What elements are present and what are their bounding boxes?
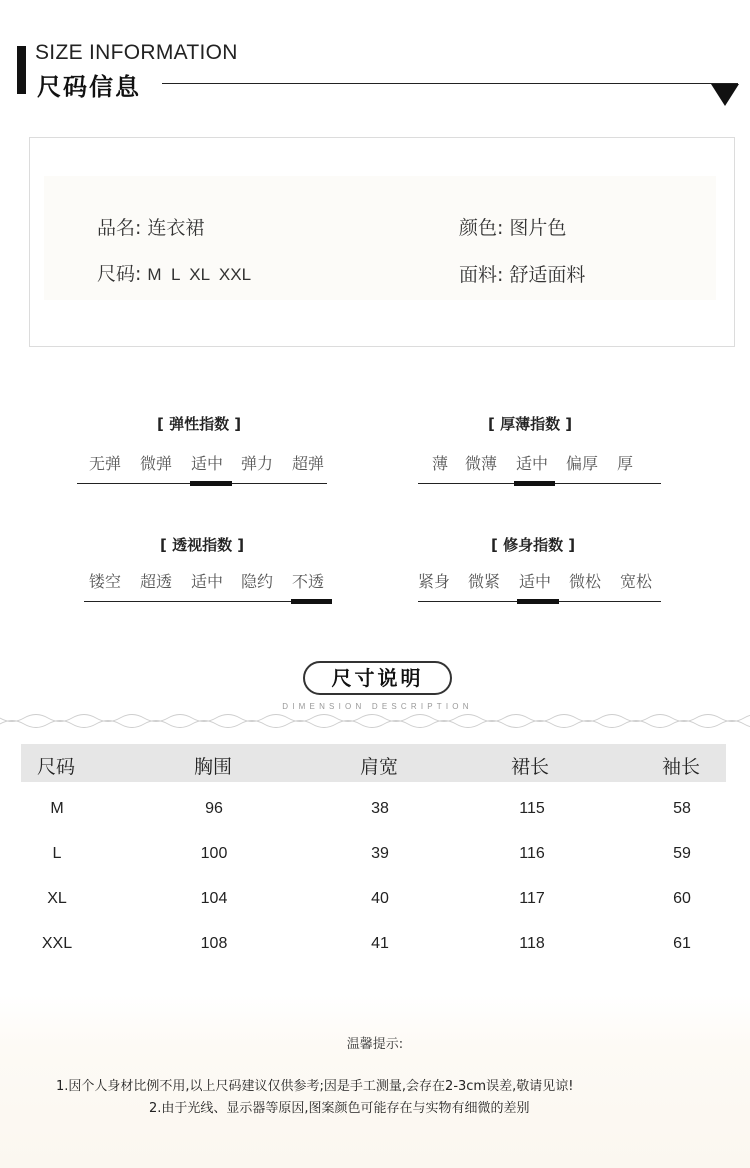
product-fabric-value: 舒适面料	[509, 264, 586, 286]
elasticity-index-title: [ 弹性指数 ]	[157, 415, 242, 433]
header-divider	[162, 83, 738, 84]
decorative-wave-divider	[0, 714, 750, 728]
dimension-subtitle: DIMENSION DESCRIPTION	[282, 702, 473, 711]
product-name-label: 品名:	[97, 217, 142, 239]
fit-option: 微紧	[468, 572, 501, 591]
transparency-option-selected: 不透	[292, 572, 325, 591]
table-cell: 104	[200, 890, 228, 907]
product-size-value: M L XL XXL	[147, 265, 252, 284]
transparency-option: 镂空	[89, 572, 122, 591]
note-line-1: 1.因个人身材比例不用,以上尺码建议仅供参考;因是手工测量,会存在2-3cm误差,敬请见谅!	[56, 1079, 574, 1094]
table-cell: 39	[371, 845, 389, 862]
product-name-value: 连衣裙	[147, 217, 205, 239]
header-title-en: SIZE INFORMATION	[35, 41, 238, 64]
fit-index-title: [ 修身指数 ]	[491, 536, 576, 554]
fit-option: 宽松	[620, 572, 653, 591]
table-cell: 58	[673, 800, 691, 817]
table-cell: 116	[519, 845, 545, 862]
table-cell: 38	[371, 800, 389, 817]
table-cell: 40	[371, 890, 389, 907]
product-info-box	[29, 137, 735, 347]
header-triangle-icon	[711, 84, 739, 106]
transparency-option: 超透	[140, 572, 173, 591]
elasticity-option: 弹力	[241, 454, 274, 473]
note-line-2: 2.由于光线、显示器等原因,图案颜色可能存在与实物有细微的差别	[149, 1101, 530, 1116]
thickness-selected-marker	[514, 481, 555, 486]
table-cell: 59	[673, 845, 691, 862]
column-header-size: 尺码	[37, 756, 76, 778]
column-header-shoulder: 肩宽	[360, 756, 399, 778]
dimension-title: 尺寸说明	[303, 661, 452, 695]
fit-option: 微松	[569, 572, 602, 591]
thickness-option: 微薄	[465, 454, 498, 473]
table-cell: 118	[519, 935, 545, 952]
product-size-label: 尺码:	[97, 263, 142, 285]
elasticity-option: 无弹	[89, 454, 122, 473]
notes-title: 温馨提示:	[346, 1037, 404, 1052]
thickness-index-title: [ 厚薄指数 ]	[488, 415, 573, 433]
thickness-option: 薄	[432, 454, 449, 473]
elasticity-option: 超弹	[292, 454, 325, 473]
product-color-label: 颜色:	[459, 217, 504, 239]
product-color-field	[459, 213, 566, 240]
column-header-dress-length: 裙长	[511, 756, 550, 778]
elasticity-option: 微弹	[140, 454, 173, 473]
thickness-option-selected: 适中	[516, 454, 549, 473]
elasticity-option-selected: 适中	[191, 454, 224, 473]
transparency-selected-marker	[291, 599, 332, 604]
column-header-sleeve: 袖长	[662, 756, 701, 778]
transparency-option: 隐约	[241, 572, 274, 591]
fit-option: 紧身	[418, 572, 451, 591]
table-cell: 41	[371, 935, 389, 952]
fit-selected-marker	[517, 599, 559, 604]
product-fabric-field	[459, 260, 585, 287]
table-cell: 100	[200, 845, 228, 862]
table-cell: 61	[673, 935, 691, 952]
table-cell: M	[50, 800, 64, 817]
table-cell: L	[52, 845, 62, 862]
transparency-index-title: [ 透视指数 ]	[160, 536, 245, 554]
table-cell: 60	[673, 890, 691, 907]
table-cell: XXL	[41, 935, 73, 952]
product-size-field	[97, 259, 251, 286]
header-accent-bar	[17, 46, 26, 94]
table-cell: 115	[519, 800, 545, 817]
header-title-cn: 尺码信息	[37, 73, 141, 101]
product-name-field	[97, 213, 204, 240]
table-cell: 117	[519, 890, 545, 907]
table-cell: XL	[47, 890, 67, 907]
elasticity-selected-marker	[190, 481, 232, 486]
product-color-value: 图片色	[509, 217, 567, 239]
table-cell: 96	[205, 800, 223, 817]
column-header-bust: 胸围	[194, 756, 233, 778]
table-cell: 108	[200, 935, 228, 952]
thickness-option: 厚	[617, 454, 634, 473]
product-fabric-label: 面料:	[459, 264, 504, 286]
thickness-option: 偏厚	[566, 454, 599, 473]
fit-option-selected: 适中	[519, 572, 552, 591]
transparency-option: 适中	[191, 572, 224, 591]
